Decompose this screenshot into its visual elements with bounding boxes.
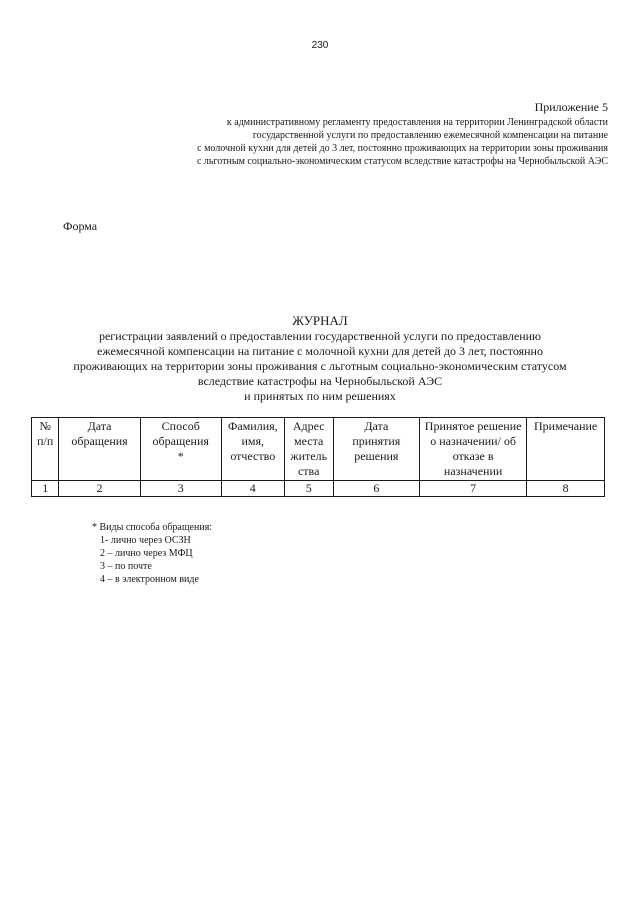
header-full-name: Фамилия, имя, отчество — [221, 418, 284, 481]
column-number-cell: 6 — [333, 481, 419, 497]
column-number-cell: 5 — [284, 481, 333, 497]
journal-line-4: вследствие катастрофы на Чернобыльской АЭС — [197, 374, 443, 388]
appendix-header — [197, 100, 608, 168]
footnote-item: 2 – лично через МФЦ — [100, 548, 193, 559]
footnote-item: 4 – в электронном виде — [100, 574, 199, 585]
journal-line-3: проживающих на территории зоны проживания с льготным социально-экономическим статусом — [73, 359, 567, 373]
column-number-cell: 4 — [221, 481, 284, 497]
table-header-row — [32, 418, 605, 481]
header-number: № п/п — [32, 418, 59, 481]
column-number-cell: 3 — [140, 481, 221, 497]
header-decision-date: Дата принятия решения — [333, 418, 419, 481]
header-address: Адрес места житель ства — [284, 418, 333, 481]
journal-line-1: регистрации заявлений о предоставлении государственной услуги по предоставлению — [98, 329, 542, 343]
header-request-method: Способ обращения * — [140, 418, 221, 481]
column-number-cell: 2 — [59, 481, 140, 497]
footnote-title: * Виды способа обращения: — [92, 522, 213, 533]
journal-line-2: ежемесячной компенсации на питание с молочной кухни для детей до 3 лет, постоянно — [97, 344, 543, 358]
appendix-line-4: с льготным социально-экономическим статусом вследствие катастрофы на Чернобыльской АЭС — [196, 156, 608, 167]
column-number-cell: 1 — [32, 481, 59, 497]
appendix-line-3: с молочной кухни для детей до 3 лет, постоянно проживающих на территории зоны проживания — [197, 143, 608, 154]
register-table — [31, 417, 605, 497]
appendix-title: Приложение 5 — [534, 100, 608, 114]
footnote — [92, 521, 212, 586]
appendix-line-1: к административному регламенту предоставления на территории Ленинградской области — [226, 117, 608, 128]
column-number-cell: 7 — [419, 481, 526, 497]
footnote-item: 1- лично через ОСЗН — [100, 535, 191, 546]
header-decision: Принятое решение о назначении/ об отказе в назначении — [419, 418, 526, 481]
appendix-line-2: государственной услуги по предоставлению ежемесячной компенсации на питание — [252, 130, 608, 141]
header-note: Примечание — [527, 418, 605, 481]
header-request-date: Дата обращения — [59, 418, 140, 481]
table-row — [32, 481, 605, 497]
form-label: Форма — [63, 219, 98, 233]
footnote-item: 3 – по почте — [100, 561, 152, 572]
page-number: 230 — [311, 40, 329, 51]
journal-title: ЖУРНАЛ — [292, 313, 348, 328]
journal-heading — [0, 313, 640, 404]
journal-line-5: и принятых по ним решениях — [244, 389, 396, 403]
column-number-cell: 8 — [527, 481, 605, 497]
